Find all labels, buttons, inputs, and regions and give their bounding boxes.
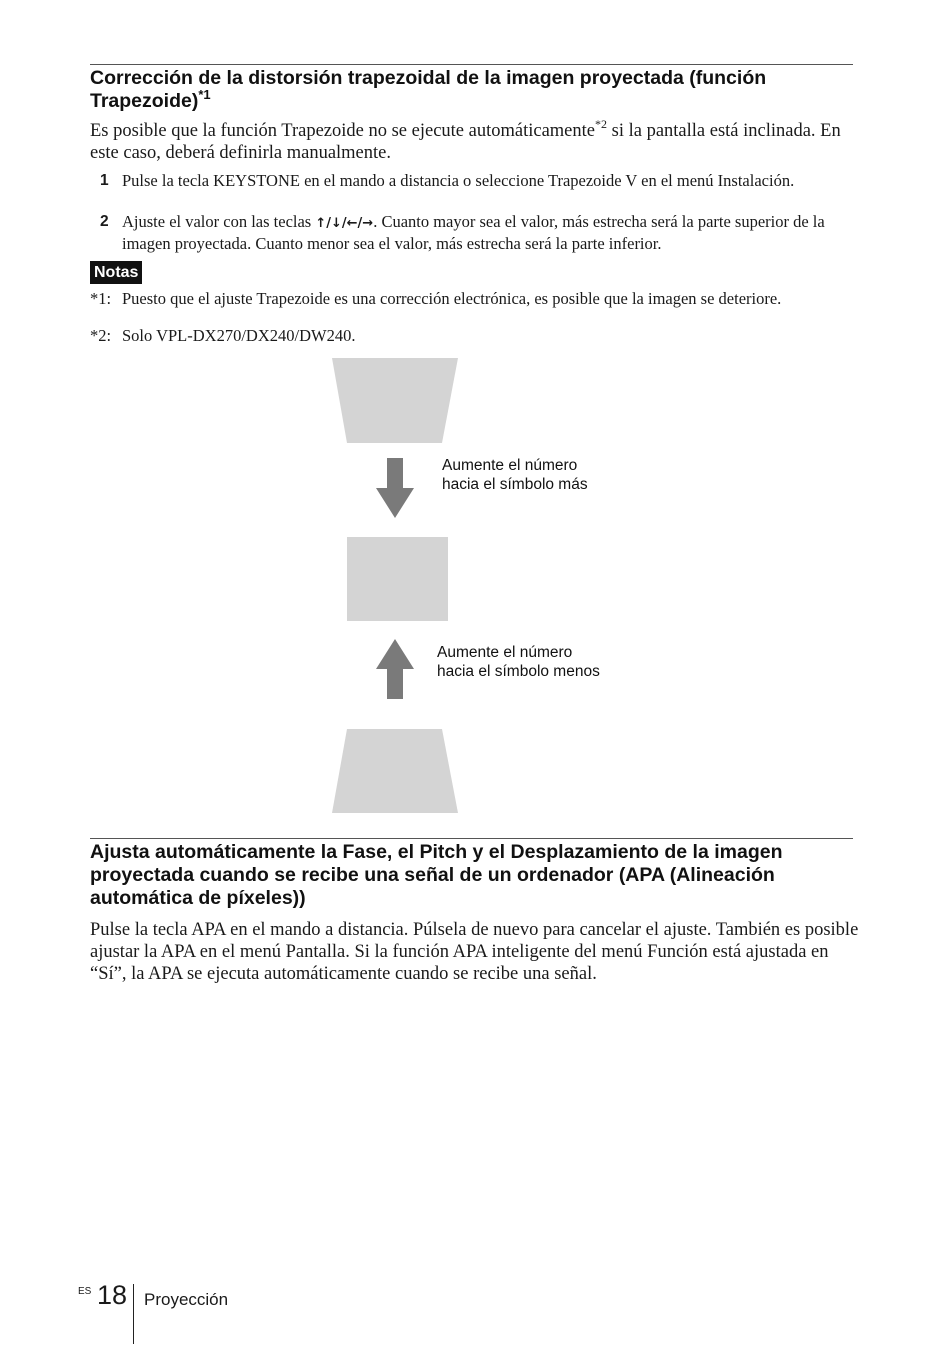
page-number: 18 [97, 1280, 128, 1310]
step-number: 1 [100, 172, 109, 189]
step-number: 2 [100, 213, 109, 230]
step2-text-a: Ajuste el valor con las teclas [122, 212, 316, 231]
intro-text-b: si la pantalla está inclinada. En este caso, deberá definirla manualmente. [90, 121, 841, 163]
label-line: hacia el símbolo menos [437, 663, 600, 680]
step-text: Pulse la tecla KEYSTONE en el mando a distancia o seleccione Trapezoide V en el menú Instalación. [122, 171, 795, 190]
arrow-keys-icons: ↑/↓/←/→ [315, 216, 374, 231]
heading-text: Corrección de la distorsión trapezoidal de la imagen proyectada (función Trapezoide) [90, 67, 767, 112]
arrow-up-icon [376, 639, 414, 699]
apa-paragraph: Pulse la tecla APA en el mando a distancia. Púlsela de nuevo para cancelar el ajuste. También es posible ajustar la APA en el menú Pantalla. Si la función APA inteligente del menú Función está ajustada en “Sí”, la APA se ejecuta automáticamente cuando se recibe una señal. [90, 920, 859, 984]
intro-text-a: Es posible que la función Trapezoide no se ejecute automáticamente [90, 121, 595, 141]
trapezoid-narrow-top [332, 729, 458, 813]
intro-footnote-ref: *2 [595, 117, 607, 131]
rectangle-corrected [347, 537, 448, 621]
section-heading-apa: Ajusta automáticamente la Fase, el Pitch y el Desplazamiento de la imagen proyectada cuando se recibe una señal de un ordenador (APA (Alineación automática de píxeles)) [90, 841, 783, 909]
section-rule-apa [90, 838, 853, 839]
label-increase-minus [437, 643, 600, 681]
note-text: Solo VPL-DX270/DX240/DW240. [122, 326, 356, 345]
label-increase-plus [442, 456, 588, 494]
note-mark: *2: [90, 326, 112, 345]
arrow-down-icon [376, 458, 414, 518]
label-line: Aumente el número [442, 457, 578, 474]
label-line: Aumente el número [437, 644, 573, 661]
label-line: hacia el símbolo más [442, 476, 588, 493]
footer-section-name: Proyección [144, 1290, 229, 1309]
step2-text-b: . Cuanto mayor sea el valor, más estrecha será la parte superior de la imagen proyectada. Cuanto menor sea el valor, más estrecha será la parte inferior. [122, 212, 825, 253]
note-text: Puesto que el ajuste Trapezoide es una corrección electrónica, es posible que la imagen se deteriore. [122, 289, 782, 308]
footer-divider [133, 1284, 134, 1344]
trapezoid-narrow-bottom [332, 358, 458, 443]
footer-lang: ES [78, 1286, 92, 1297]
note-mark: *1: [90, 289, 112, 308]
heading-footnote-ref: *1 [198, 87, 211, 102]
notes-badge: Notas [90, 261, 142, 284]
